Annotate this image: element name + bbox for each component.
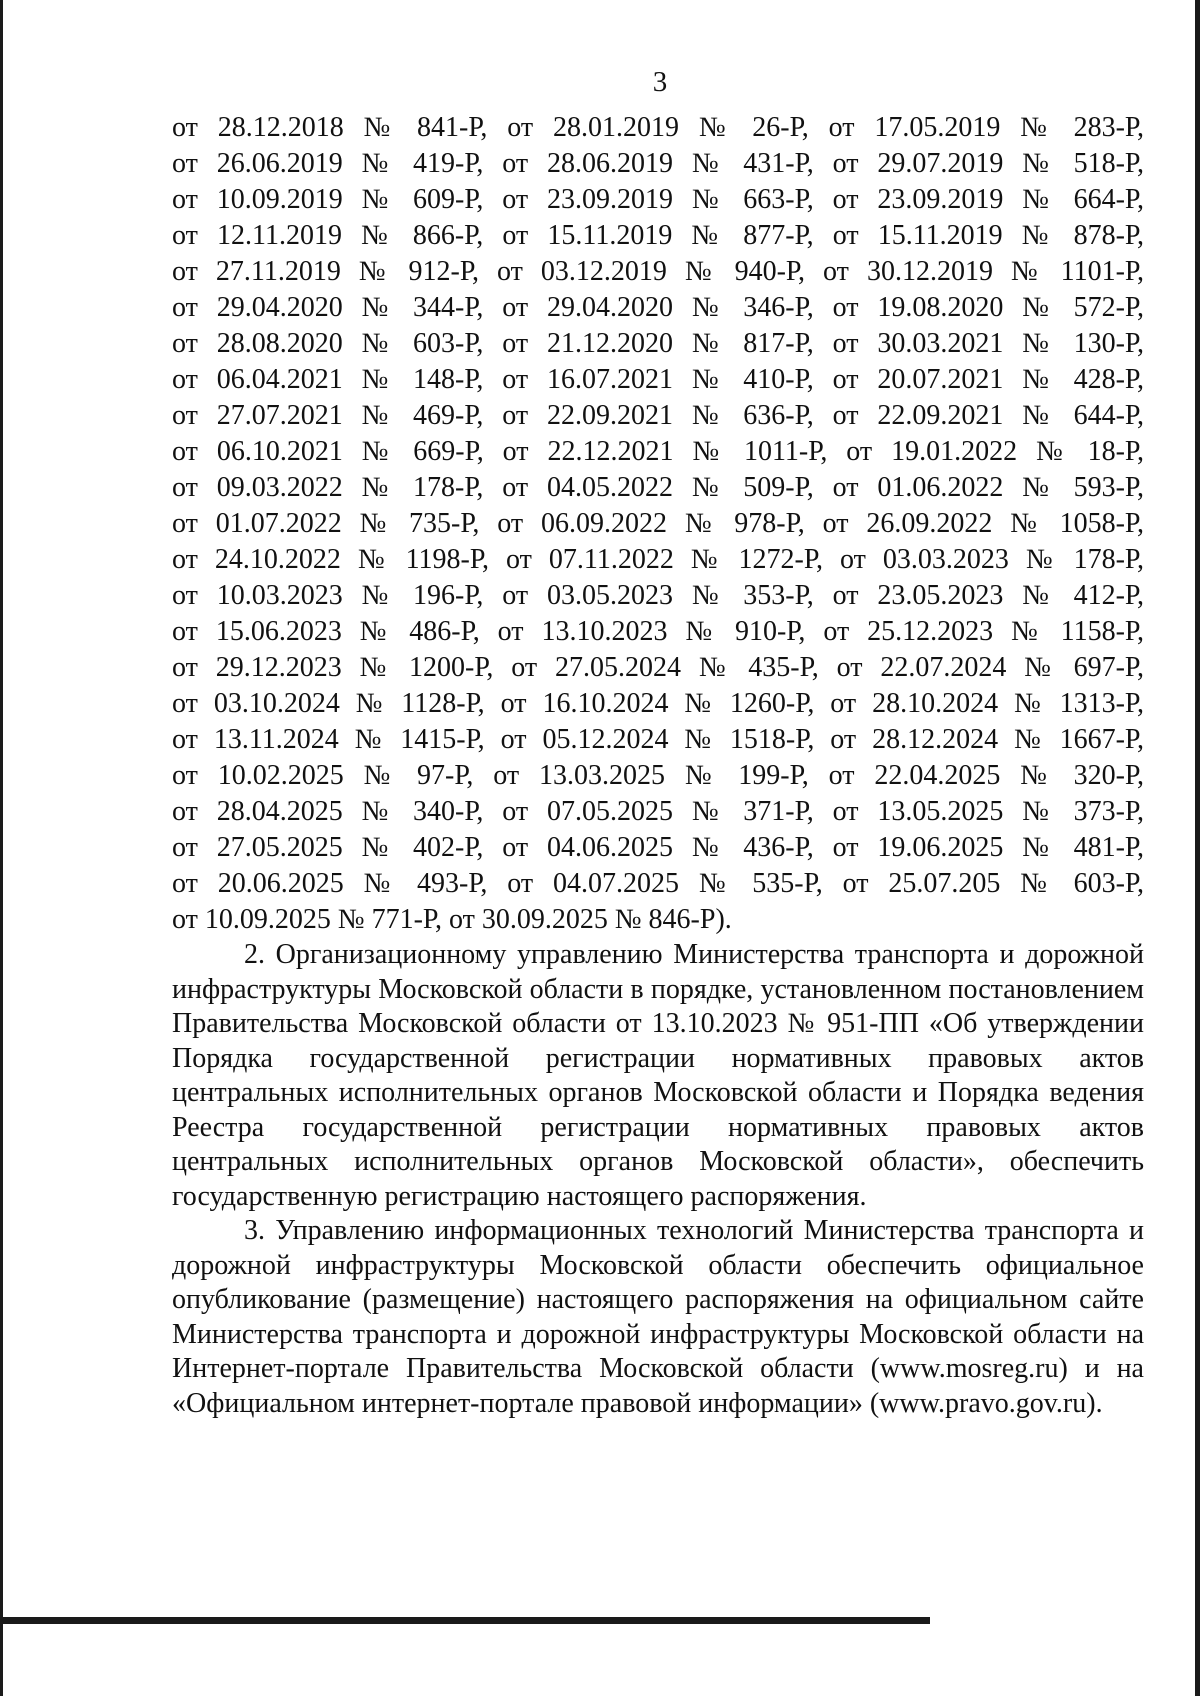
- paragraph-2-registration: 2. Организационному управлению Министерства транспорта и дорожной инфраструктуры Московской области в порядке, установленном постановлением Правительства Московской области от 13.10.2023 № 951-ПП «Об утверждении Порядка государственной регистрации нормативных правовых актов центральных исполнительных органов Московской области и Порядка ведения Реестра государственной регистрации нормативных правовых актов центральных исполнительных органов Московской области», обеспечить государственную регистрацию настоящего распоряжения.: [172, 939, 1144, 1212]
- decree-list-line: от 10.02.2025 № 97-Р, от 13.03.2025 № 199-Р, от 22.04.2025 № 320-Р,: [172, 760, 1144, 791]
- decree-list-line: от 27.07.2021 № 469-Р, от 22.09.2021 № 636-Р, от 22.09.2021 № 644-Р,: [172, 400, 1144, 431]
- scan-left-edge: [0, 0, 3, 1696]
- decree-list-line: от 06.04.2021 № 148-Р, от 16.07.2021 № 410-Р, от 20.07.2021 № 428-Р,: [172, 364, 1144, 395]
- decree-list-line: от 09.03.2022 № 178-Р, от 04.05.2022 № 509-Р, от 01.06.2022 № 593-Р,: [172, 472, 1144, 503]
- decree-list-line: от 29.04.2020 № 344-Р, от 29.04.2020 № 346-Р, от 19.08.2020 № 572-Р,: [172, 292, 1144, 323]
- decree-list-line: от 15.06.2023 № 486-Р, от 13.10.2023 № 910-Р, от 25.12.2023 № 1158-Р,: [172, 616, 1144, 647]
- document-body: [172, 110, 1144, 1421]
- decree-list-line: от 10.09.2025 № 771-Р, от 30.09.2025 № 846-Р).: [172, 904, 732, 935]
- scan-bottom-rule: [0, 1617, 930, 1624]
- decree-list-line: от 27.05.2025 № 402-Р, от 04.06.2025 № 436-Р, от 19.06.2025 № 481-Р,: [172, 832, 1144, 863]
- decree-list-line: от 28.12.2018 № 841-Р, от 28.01.2019 № 26-Р, от 17.05.2019 № 283-Р,: [172, 112, 1144, 143]
- decree-list-line: от 28.08.2020 № 603-Р, от 21.12.2020 № 817-Р, от 30.03.2021 № 130-Р,: [172, 328, 1144, 359]
- decree-list-line: от 24.10.2022 № 1198-Р, от 07.11.2022 № 1272-Р, от 03.03.2023 № 178-Р,: [172, 544, 1144, 575]
- decree-list-line: от 13.11.2024 № 1415-Р, от 05.12.2024 № 1518-Р, от 28.12.2024 № 1667-Р,: [172, 724, 1144, 755]
- decree-list-line: от 10.09.2019 № 609-Р, от 23.09.2019 № 663-Р, от 23.09.2019 № 664-Р,: [172, 184, 1144, 215]
- decree-list-line: от 10.03.2023 № 196-Р, от 03.05.2023 № 353-Р, от 23.05.2023 № 412-Р,: [172, 580, 1144, 611]
- decree-list-line: от 01.07.2022 № 735-Р, от 06.09.2022 № 978-Р, от 26.09.2022 № 1058-Р,: [172, 508, 1144, 539]
- scan-right-edge: [1195, 0, 1200, 1696]
- decree-list: [172, 110, 1144, 938]
- page-number: 3: [652, 66, 668, 98]
- decree-list-line: от 29.12.2023 № 1200-Р, от 27.05.2024 № 435-Р, от 22.07.2024 № 697-Р,: [172, 652, 1144, 683]
- decree-list-line: от 28.04.2025 № 340-Р, от 07.05.2025 № 371-Р, от 13.05.2025 № 373-Р,: [172, 796, 1144, 827]
- paragraph-3-publication: 3. Управлению информационных технологий Министерства транспорта и дорожной инфраструктуры Московской области обеспечить официальное опубликование (размещение) настоящего распоряжения на официальном сайте Министерства транспорта и дорожной инфраструктуры Московской области на Интернет-портале Правительства Московской области (www.mosreg.ru) и на «Официальном интернет-портале правовой информации» (www.pravo.gov.ru).: [172, 1215, 1144, 1419]
- decree-list-line: от 27.11.2019 № 912-Р, от 03.12.2019 № 940-Р, от 30.12.2019 № 1101-Р,: [172, 256, 1144, 287]
- decree-list-line: от 06.10.2021 № 669-Р, от 22.12.2021 № 1011-Р, от 19.01.2022 № 18-Р,: [172, 436, 1144, 467]
- decree-list-line: от 20.06.2025 № 493-Р, от 04.07.2025 № 535-Р, от 25.07.205 № 603-Р,: [172, 868, 1144, 899]
- decree-list-line: от 12.11.2019 № 866-Р, от 15.11.2019 № 877-Р, от 15.11.2019 № 878-Р,: [172, 220, 1144, 251]
- decree-list-line: от 03.10.2024 № 1128-Р, от 16.10.2024 № 1260-Р, от 28.10.2024 № 1313-Р,: [172, 688, 1144, 719]
- decree-list-line: от 26.06.2019 № 419-Р, от 28.06.2019 № 431-Р, от 29.07.2019 № 518-Р,: [172, 148, 1144, 179]
